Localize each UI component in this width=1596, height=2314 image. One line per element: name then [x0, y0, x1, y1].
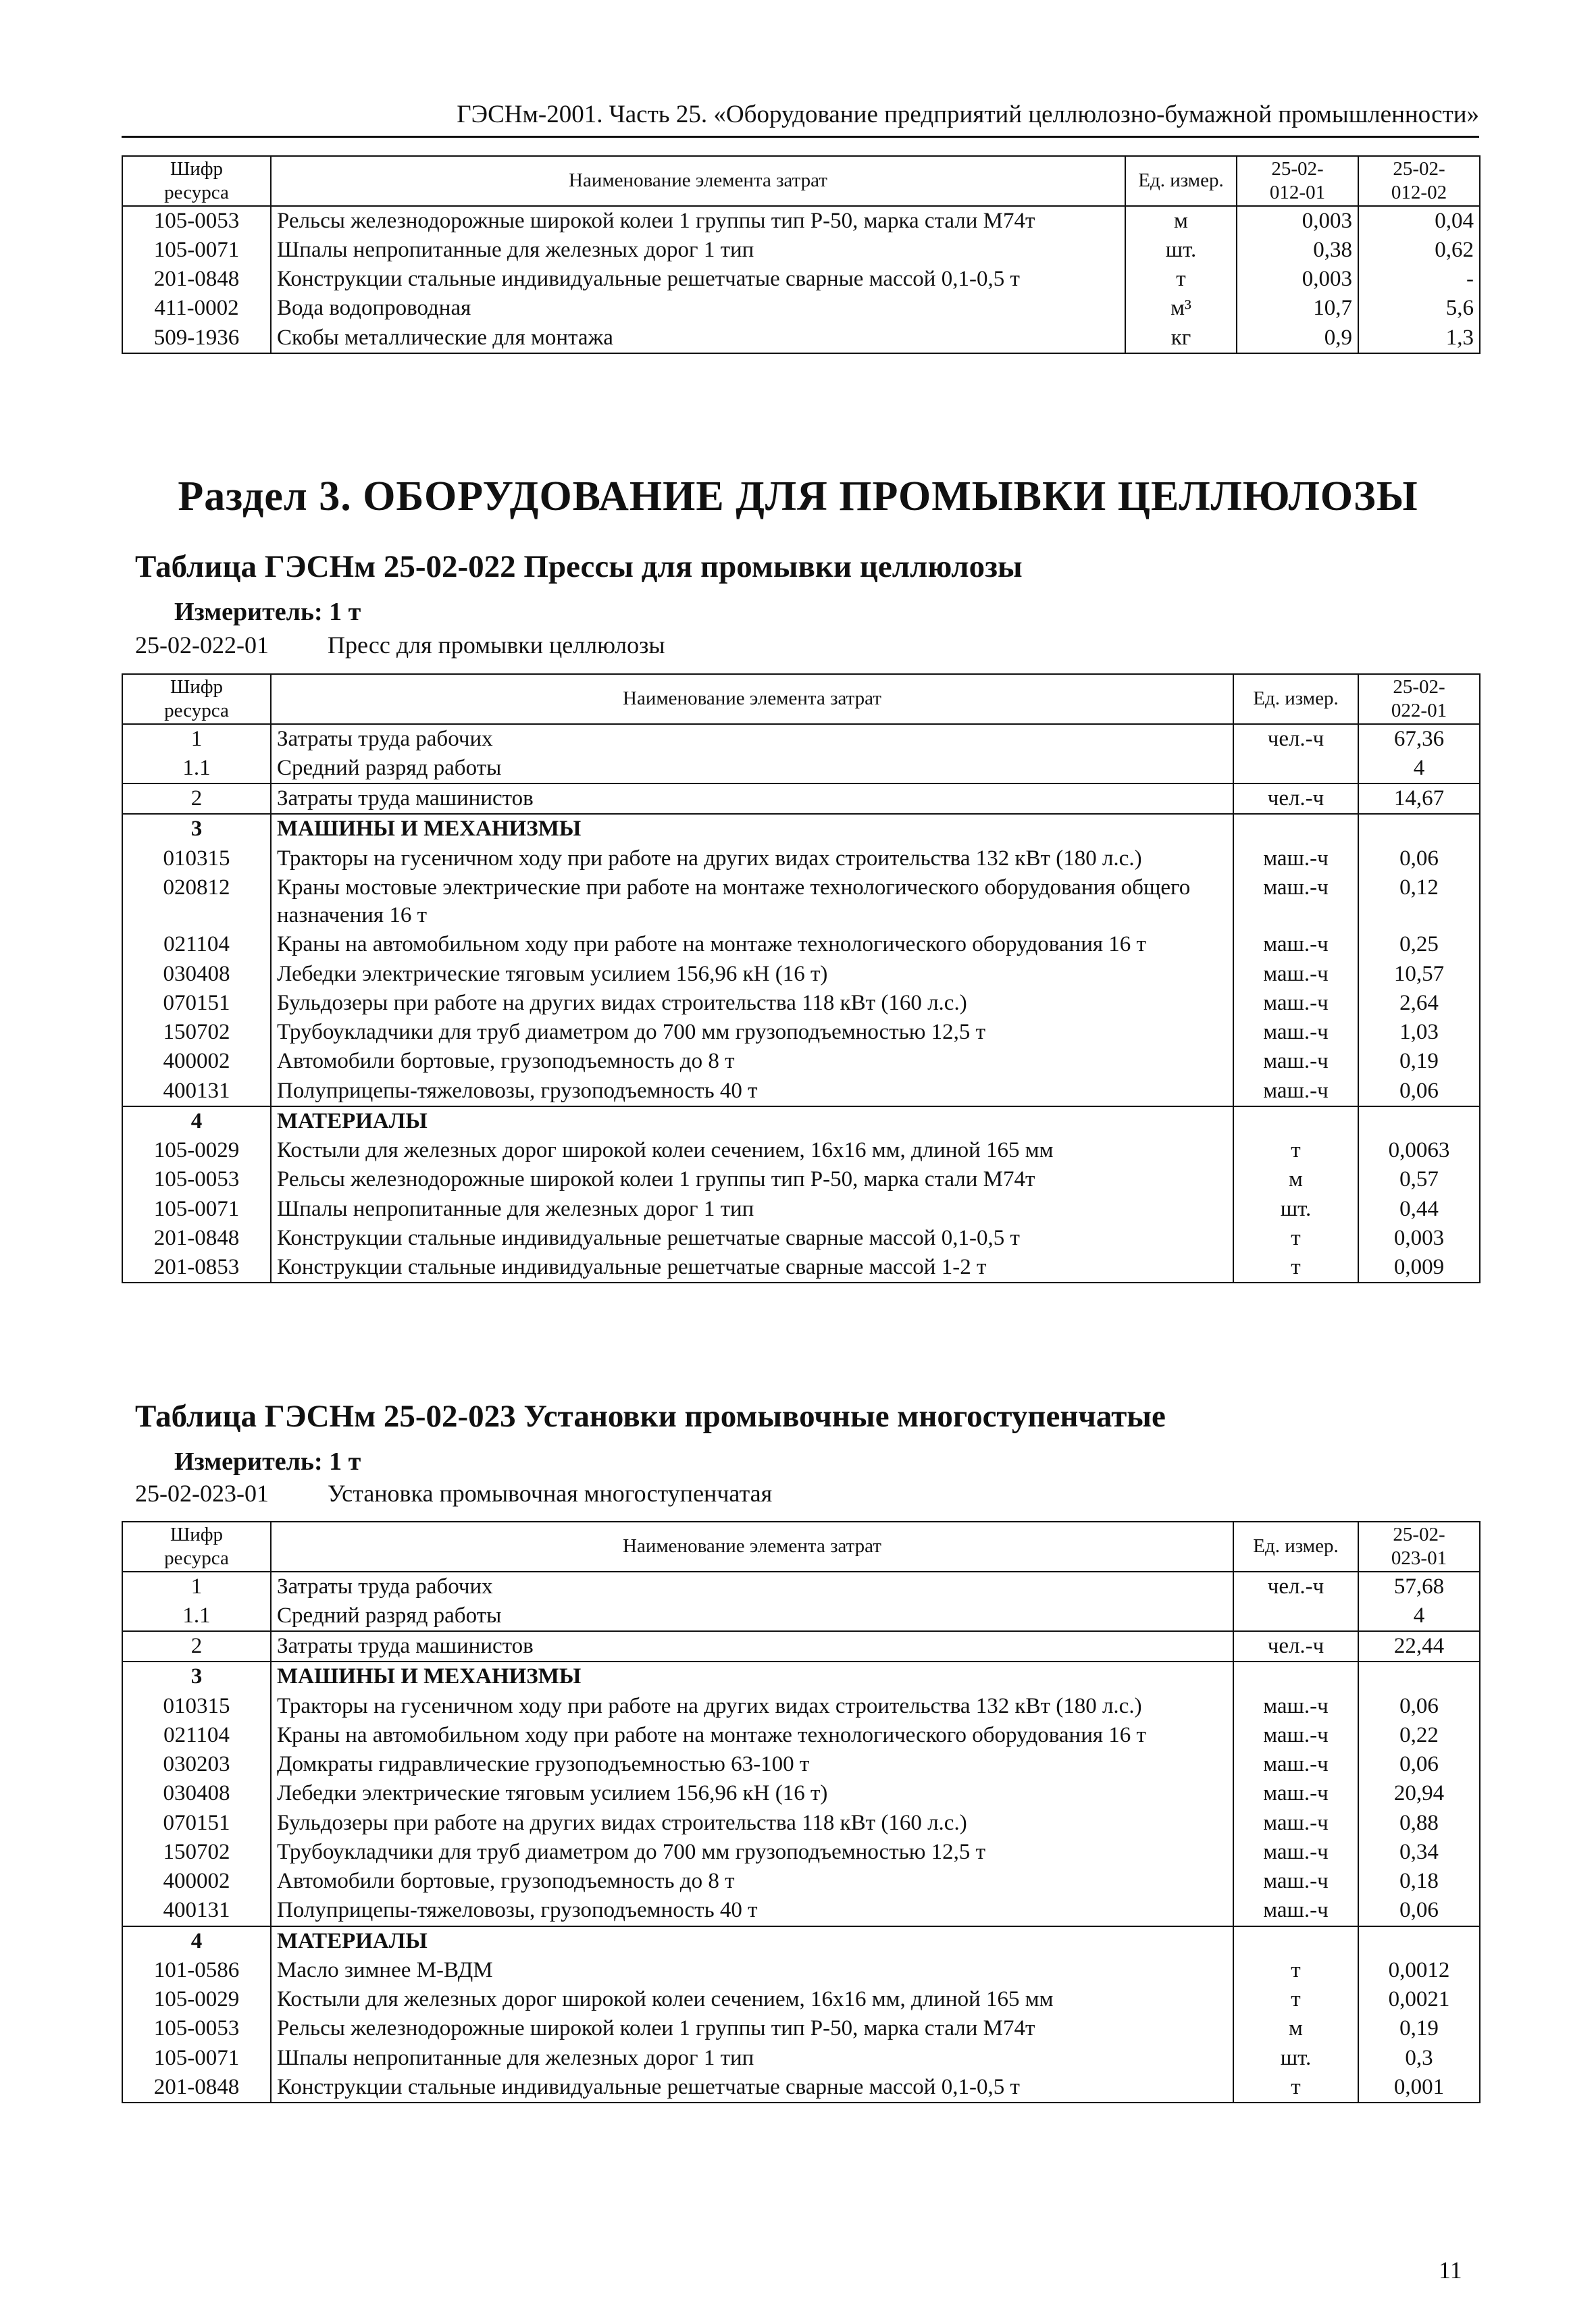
norm-value-2: 0,04 [1358, 206, 1480, 236]
resource-code: 4 [122, 1106, 271, 1136]
table-row [122, 294, 1480, 323]
header-value-1: 25-02- 012-01 [1237, 156, 1358, 206]
table-row [122, 2073, 1480, 2103]
norm-value-2: 5,6 [1358, 294, 1480, 323]
cost-element-name: Домкраты гидравлические грузоподъемностью 63-100 т [271, 1750, 1233, 1779]
table-row [122, 1018, 1480, 1047]
unit-of-measure: маш.-ч [1233, 1047, 1358, 1076]
item-code: 25-02-022-01 [135, 632, 269, 659]
unit-of-measure [1233, 1106, 1358, 1136]
resource-code: 020812 [122, 873, 271, 931]
unit-of-measure: т [1233, 1956, 1358, 1985]
norm-value: 2,64 [1358, 989, 1480, 1018]
resource-code: 1 [122, 1572, 271, 1601]
norm-value: 4 [1358, 754, 1480, 783]
unit-of-measure: чел.-ч [1233, 1631, 1358, 1662]
resource-code: 105-0029 [122, 1985, 271, 2014]
header-value-2: 25-02- 012-02 [1358, 156, 1480, 206]
resource-code: 400131 [122, 1077, 271, 1106]
header-unit: Ед. измер. [1125, 156, 1237, 206]
cost-element-name: Конструкции стальные индивидуальные решетчатые сварные массой 1-2 т [271, 1253, 1233, 1283]
resource-code: 1.1 [122, 754, 271, 783]
norm-value: 1,03 [1358, 1018, 1480, 1047]
table-row [122, 265, 1480, 294]
unit-of-measure: чел.-ч [1233, 783, 1358, 814]
table-row [122, 873, 1480, 931]
table-row [122, 754, 1480, 783]
table-022-measure: Измеритель: 1 т [174, 598, 361, 626]
cost-element-name: Затраты труда рабочих [271, 724, 1233, 754]
resource-code: 1 [122, 724, 271, 754]
section-title: Раздел 3. ОБОРУДОВАНИЕ ДЛЯ ПРОМЫВКИ ЦЕЛЛЮЛОЗЫ [178, 473, 1418, 519]
table-row [122, 2044, 1480, 2073]
resource-code: 400002 [122, 1047, 271, 1076]
cost-element-name: Вода водопроводная [271, 294, 1125, 323]
resource-code: 3 [122, 814, 271, 844]
table-row [122, 1631, 1480, 1662]
header-name: Наименование элемента затрат [271, 674, 1233, 724]
cost-element-name: Полуприцепы-тяжеловозы, грузоподъемность 40 т [271, 1896, 1233, 1926]
table-row [122, 1047, 1480, 1076]
unit-of-measure: маш.-ч [1233, 1896, 1358, 1926]
table-row [122, 1867, 1480, 1896]
cost-element-name: Шпалы непропитанные для железных дорог 1 тип [271, 236, 1125, 265]
unit-of-measure: т [1233, 1985, 1358, 2014]
cost-element-name: Конструкции стальные индивидуальные решетчатые сварные массой 0,1-0,5 т [271, 2073, 1233, 2103]
resource-code: 101-0586 [122, 1956, 271, 1985]
table-023-item [135, 1479, 772, 1508]
norm-value-1: 0,003 [1237, 265, 1358, 294]
cost-element-name: Рельсы железнодорожные широкой колеи 1 группы тип Р-50, марка стали М74т [271, 206, 1125, 236]
cost-element-name: Масло зимнее М-ВДМ [271, 1956, 1233, 1985]
resource-code: 105-0053 [122, 2014, 271, 2043]
unit-of-measure: м³ [1125, 294, 1237, 323]
header-name: Наименование элемента затрат [271, 156, 1125, 206]
unit-of-measure: шт. [1233, 2044, 1358, 2073]
cost-element-name: Конструкции стальные индивидуальные решетчатые сварные массой 0,1-0,5 т [271, 1224, 1233, 1253]
norm-value: 0,0063 [1358, 1136, 1480, 1165]
header-code: Шифр ресурса [122, 674, 271, 724]
cost-element-name: Конструкции стальные индивидуальные решетчатые сварные массой 0,1-0,5 т [271, 265, 1125, 294]
table-row [122, 960, 1480, 989]
cost-element-name: Полуприцепы-тяжеловозы, грузоподъемность 40 т [271, 1077, 1233, 1106]
norm-value: 10,57 [1358, 960, 1480, 989]
resource-code: 030408 [122, 1779, 271, 1808]
norm-value: 0,57 [1358, 1165, 1480, 1194]
table-row [122, 1692, 1480, 1721]
table-row [122, 1896, 1480, 1926]
resource-code: 105-0071 [122, 236, 271, 265]
cost-element-name: Затраты труда машинистов [271, 1631, 1233, 1662]
table-row [122, 1165, 1480, 1194]
resource-code: 105-0071 [122, 2044, 271, 2073]
header-name: Наименование элемента затрат [271, 1522, 1233, 1572]
norm-value-1: 0,9 [1237, 324, 1358, 353]
unit-of-measure: шт. [1233, 1195, 1358, 1224]
norm-value: 14,67 [1358, 783, 1480, 814]
unit-of-measure: т [1233, 2073, 1358, 2103]
resource-code: 400131 [122, 1896, 271, 1926]
cost-element-name: Лебедки электрические тяговым усилием 156,96 кН (16 т) [271, 960, 1233, 989]
norm-value [1358, 1106, 1480, 1136]
resource-code: 030408 [122, 960, 271, 989]
unit-of-measure [1233, 1662, 1358, 1691]
table-row [122, 724, 1480, 754]
resource-code: 1.1 [122, 1601, 271, 1631]
table-row [122, 2014, 1480, 2043]
table-25-02-023 [122, 1521, 1481, 2103]
norm-value-1: 0,38 [1237, 236, 1358, 265]
table-row [122, 1572, 1480, 1601]
unit-of-measure: шт. [1125, 236, 1237, 265]
norm-value: 0,06 [1358, 1750, 1480, 1779]
item-code: 25-02-023-01 [135, 1480, 269, 1507]
cost-element-name: Автомобили бортовые, грузоподъемность до 8 т [271, 1867, 1233, 1896]
norm-value-2: 0,62 [1358, 236, 1480, 265]
unit-of-measure [1233, 814, 1358, 844]
unit-of-measure: маш.-ч [1233, 1809, 1358, 1838]
cost-element-name: Костыли для железных дорог широкой колеи сечением, 16x16 мм, длиной 165 мм [271, 1136, 1233, 1165]
norm-value: 0,003 [1358, 1224, 1480, 1253]
cost-element-name: Затраты труда машинистов [271, 783, 1233, 814]
resource-code: 105-0053 [122, 1165, 271, 1194]
header-value: 25-02- 022-01 [1358, 674, 1480, 724]
resource-code: 201-0848 [122, 265, 271, 294]
table-row [122, 1779, 1480, 1808]
table-023-title: Таблица ГЭСНм 25-02-023 Установки промывочные многоступенчатые [135, 1399, 1166, 1434]
section-row [122, 1106, 1480, 1136]
cost-element-name: Бульдозеры при работе на других видах строительства 118 кВт (160 л.с.) [271, 989, 1233, 1018]
resource-code: 105-0053 [122, 206, 271, 236]
header-code: Шифр ресурса [122, 156, 271, 206]
unit-of-measure: маш.-ч [1233, 844, 1358, 873]
unit-of-measure: чел.-ч [1233, 1572, 1358, 1601]
unit-of-measure [1233, 1926, 1358, 1956]
resource-code: 4 [122, 1926, 271, 1956]
resource-code: 070151 [122, 1809, 271, 1838]
norm-value: 0,06 [1358, 1692, 1480, 1721]
norm-value: 0,19 [1358, 1047, 1480, 1076]
unit-of-measure: маш.-ч [1233, 1838, 1358, 1867]
unit-of-measure: маш.-ч [1233, 1721, 1358, 1750]
table-row [122, 1956, 1480, 1985]
item-name: Пресс для промывки целлюлозы [328, 632, 665, 659]
resource-code: 105-0071 [122, 1195, 271, 1224]
resource-code: 105-0029 [122, 1136, 271, 1165]
table-row [122, 1809, 1480, 1838]
header-unit: Ед. измер. [1233, 674, 1358, 724]
norm-value: 0,06 [1358, 1896, 1480, 1926]
table-row [122, 783, 1480, 814]
cost-element-name: Краны на автомобильном ходу при работе на монтаже технологического оборудования 16 т [271, 1721, 1233, 1750]
section-row [122, 1926, 1480, 1956]
norm-value: 0,25 [1358, 930, 1480, 959]
resource-code: 150702 [122, 1018, 271, 1047]
unit-of-measure: маш.-ч [1233, 930, 1358, 959]
norm-value: 4 [1358, 1601, 1480, 1631]
table-row [122, 1077, 1480, 1106]
norm-value [1358, 1926, 1480, 1956]
norm-value-2: 1,3 [1358, 324, 1480, 353]
table-row [122, 844, 1480, 873]
cost-element-name: Средний разряд работы [271, 754, 1233, 783]
table-row [122, 1136, 1480, 1165]
resource-code: 201-0853 [122, 1253, 271, 1283]
cost-element-name: Трубоукладчики для труб диаметром до 700 мм грузоподъемностью 12,5 т [271, 1838, 1233, 1867]
resource-code: 150702 [122, 1838, 271, 1867]
cost-element-name: Тракторы на гусеничном ходу при работе на других видах строительства 132 кВт (180 л.с.) [271, 1692, 1233, 1721]
unit-of-measure: маш.-ч [1233, 1779, 1358, 1808]
unit-of-measure: маш.-ч [1233, 960, 1358, 989]
resource-code: 411-0002 [122, 294, 271, 323]
unit-of-measure: т [1125, 265, 1237, 294]
resource-code: 400002 [122, 1867, 271, 1896]
unit-of-measure: маш.-ч [1233, 989, 1358, 1018]
unit-of-measure: т [1233, 1224, 1358, 1253]
norm-value: 0,18 [1358, 1867, 1480, 1896]
norm-value: 0,12 [1358, 873, 1480, 931]
unit-of-measure: кг [1125, 324, 1237, 353]
cost-element-name: Скобы металлические для монтажа [271, 324, 1125, 353]
cost-element-name: МАТЕРИАЛЫ [271, 1926, 1233, 1956]
header-value: 25-02- 023-01 [1358, 1522, 1480, 1572]
cost-element-name: Трубоукладчики для труб диаметром до 700 мм грузоподъемностью 12,5 т [271, 1018, 1233, 1047]
header-code: Шифр ресурса [122, 1522, 271, 1572]
unit-of-measure: м [1233, 1165, 1358, 1194]
unit-of-measure: маш.-ч [1233, 1692, 1358, 1721]
table-row [122, 989, 1480, 1018]
norm-value: 0,001 [1358, 2073, 1480, 2103]
norm-value: 0,19 [1358, 2014, 1480, 2043]
norm-value: 0,0012 [1358, 1956, 1480, 1985]
table-row [122, 930, 1480, 959]
header-unit: Ед. измер. [1233, 1522, 1358, 1572]
table-022-title: Таблица ГЭСНм 25-02-022 Прессы для промывки целлюлозы [135, 549, 1023, 584]
cost-element-name: МАШИНЫ И МЕХАНИЗМЫ [271, 814, 1233, 844]
table-row [122, 236, 1480, 265]
cost-element-name: Бульдозеры при работе на других видах строительства 118 кВт (160 л.с.) [271, 1809, 1233, 1838]
resource-code: 021104 [122, 930, 271, 959]
cost-element-name: Затраты труда рабочих [271, 1572, 1233, 1601]
norm-value: 20,94 [1358, 1779, 1480, 1808]
table-top-continuation [122, 155, 1481, 354]
norm-value-2: - [1358, 265, 1480, 294]
cost-element-name: Шпалы непропитанные для железных дорог 1 тип [271, 1195, 1233, 1224]
unit-of-measure: маш.-ч [1233, 1018, 1358, 1047]
table-row [122, 1224, 1480, 1253]
resource-code: 021104 [122, 1721, 271, 1750]
resource-code: 509-1936 [122, 324, 271, 353]
table-row [122, 1601, 1480, 1631]
cost-element-name: Рельсы железнодорожные широкой колеи 1 группы тип Р-50, марка стали М74т [271, 2014, 1233, 2043]
norm-value: 0,88 [1358, 1809, 1480, 1838]
table-row [122, 1721, 1480, 1750]
norm-value: 0,06 [1358, 844, 1480, 873]
resource-code: 010315 [122, 1692, 271, 1721]
section-row [122, 814, 1480, 844]
unit-of-measure: маш.-ч [1233, 1867, 1358, 1896]
table-023-measure: Измеритель: 1 т [174, 1447, 361, 1476]
table-row [122, 1838, 1480, 1867]
norm-value: 57,68 [1358, 1572, 1480, 1601]
norm-value [1358, 1662, 1480, 1691]
table-row [122, 1253, 1480, 1283]
table-row [122, 324, 1480, 353]
cost-element-name: Шпалы непропитанные для железных дорог 1 тип [271, 2044, 1233, 2073]
resource-code: 3 [122, 1662, 271, 1691]
item-name: Установка промывочная многоступенчатая [328, 1480, 773, 1507]
running-header: ГЭСНм-2001. Часть 25. «Оборудование предприятий целлюлозно-бумажной промышленности» [122, 100, 1479, 138]
norm-value: 0,22 [1358, 1721, 1480, 1750]
resource-code: 070151 [122, 989, 271, 1018]
unit-of-measure [1233, 1601, 1358, 1631]
cost-element-name: Краны на автомобильном ходу при работе на монтаже технологического оборудования 16 т [271, 930, 1233, 959]
cost-element-name: МАШИНЫ И МЕХАНИЗМЫ [271, 1662, 1233, 1691]
section-row [122, 1662, 1480, 1691]
unit-of-measure: маш.-ч [1233, 873, 1358, 931]
unit-of-measure: чел.-ч [1233, 724, 1358, 754]
cost-element-name: Костыли для железных дорог широкой колеи сечением, 16x16 мм, длиной 165 мм [271, 1985, 1233, 2014]
resource-code: 201-0848 [122, 1224, 271, 1253]
page-number: 11 [1439, 2257, 1462, 2284]
cost-element-name: Автомобили бортовые, грузоподъемность до 8 т [271, 1047, 1233, 1076]
resource-code: 2 [122, 783, 271, 814]
norm-value-1: 0,003 [1237, 206, 1358, 236]
table-row [122, 1195, 1480, 1224]
unit-of-measure: т [1233, 1253, 1358, 1283]
norm-value: 22,44 [1358, 1631, 1480, 1662]
norm-value: 0,44 [1358, 1195, 1480, 1224]
norm-value [1358, 814, 1480, 844]
resource-code: 010315 [122, 844, 271, 873]
resource-code: 030203 [122, 1750, 271, 1779]
table-row [122, 1985, 1480, 2014]
cost-element-name: Средний разряд работы [271, 1601, 1233, 1631]
cost-element-name: Рельсы железнодорожные широкой колеи 1 группы тип Р-50, марка стали М74т [271, 1165, 1233, 1194]
table-022-item [135, 631, 665, 659]
norm-value: 0,3 [1358, 2044, 1480, 2073]
norm-value-1: 10,7 [1237, 294, 1358, 323]
table-row [122, 206, 1480, 236]
norm-value: 0,0021 [1358, 1985, 1480, 2014]
norm-value: 0,34 [1358, 1838, 1480, 1867]
resource-code: 2 [122, 1631, 271, 1662]
norm-value: 0,009 [1358, 1253, 1480, 1283]
unit-of-measure [1233, 754, 1358, 783]
unit-of-measure: м [1125, 206, 1237, 236]
cost-element-name: Краны мостовые электрические при работе на монтаже технологического оборудования общего назначения 16 т [271, 873, 1233, 931]
unit-of-measure: маш.-ч [1233, 1077, 1358, 1106]
resource-code: 201-0848 [122, 2073, 271, 2103]
unit-of-measure: маш.-ч [1233, 1750, 1358, 1779]
norm-value: 0,06 [1358, 1077, 1480, 1106]
unit-of-measure: т [1233, 1136, 1358, 1165]
table-row [122, 1750, 1480, 1779]
table-25-02-022 [122, 673, 1481, 1283]
cost-element-name: МАТЕРИАЛЫ [271, 1106, 1233, 1136]
unit-of-measure: м [1233, 2014, 1358, 2043]
cost-element-name: Тракторы на гусеничном ходу при работе на других видах строительства 132 кВт (180 л.с.) [271, 844, 1233, 873]
cost-element-name: Лебедки электрические тяговым усилием 156,96 кН (16 т) [271, 1779, 1233, 1808]
norm-value: 67,36 [1358, 724, 1480, 754]
